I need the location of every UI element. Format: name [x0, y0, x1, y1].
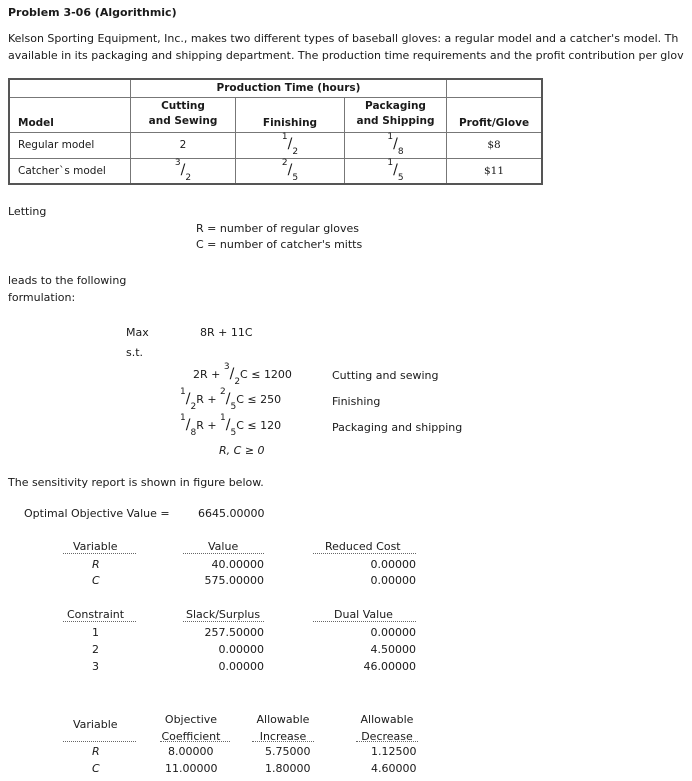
var-row-value: 40.00000 — [211, 558, 264, 571]
divider — [313, 621, 416, 622]
var-row-name: R — [92, 558, 100, 571]
fraction: $^1/_8$ — [387, 132, 404, 158]
con-row-dual: 4.50000 — [370, 643, 416, 656]
con-row-slack: 0.00000 — [218, 643, 264, 656]
var-row-reduced: 0.00000 — [370, 558, 416, 571]
var-header-reduced: Reduced Cost — [325, 540, 401, 553]
divider — [183, 553, 264, 554]
range-header-obj: Objective Coefficient — [161, 713, 221, 743]
con-row-dual: 46.00000 — [363, 660, 416, 673]
table-row: Regular model 2 $^1/_2$ $^1/_8$ $8 — [9, 132, 542, 158]
optimal-label: Optimal Objective Value = — [24, 507, 170, 520]
range-row-inc: 5.75000 — [265, 745, 311, 758]
range-row-obj: 11.00000 — [165, 762, 218, 775]
divider — [63, 621, 136, 622]
st-label: s.t. — [126, 346, 144, 359]
nonnegativity: R, C ≥ 0 — [219, 444, 265, 457]
con-row-dual: 0.00000 — [370, 626, 416, 639]
sensitivity-intro: The sensitivity report is shown in figure below. — [8, 476, 264, 489]
divider — [356, 741, 418, 742]
var-header-value: Value — [208, 540, 239, 553]
con-header-dual: Dual Value — [334, 608, 393, 621]
constraint-1: $2R + ^3/_2C \le 1200$ — [193, 362, 292, 388]
constraint-3-label: Packaging and shipping — [332, 421, 463, 434]
problem-title: Problem 3-06 (Algorithmic) — [8, 6, 177, 19]
con-row-id: 2 — [92, 643, 99, 656]
constraint-2-label: Finishing — [332, 395, 381, 408]
col-packaging: Packaging and Shipping — [345, 97, 447, 132]
range-header-dec: Allowable Decrease — [360, 713, 414, 743]
fraction: $^1/_5$ — [387, 158, 404, 183]
objective: 8R + 11C — [200, 326, 253, 339]
col-model: Model — [9, 97, 131, 132]
table-row: Catcher`s model $^3/_2$ $^2/_5$ $^1/_5$ $11 — [9, 158, 542, 184]
constraint-1-label: Cutting and sewing — [332, 369, 439, 382]
divider — [252, 741, 314, 742]
leads-text: leads to the following formulation: — [8, 274, 127, 304]
divider — [313, 553, 416, 554]
group-header: Production Time (hours) — [131, 79, 447, 97]
divider — [63, 553, 136, 554]
divider — [160, 741, 230, 742]
letting-label: Letting — [8, 205, 47, 218]
con-row-id: 3 — [92, 660, 99, 673]
range-row-obj: 8.00000 — [168, 745, 214, 758]
con-row-slack: 0.00000 — [218, 660, 264, 673]
fraction: $^3/_2$ — [174, 158, 192, 183]
var-row-value: 575.00000 — [204, 574, 264, 587]
range-header-variable: Variable — [73, 718, 118, 731]
range-row-name: C — [92, 762, 100, 775]
col-finishing: Finishing — [236, 97, 345, 132]
production-table — [8, 78, 543, 185]
range-row-name: R — [92, 745, 100, 758]
divider — [63, 741, 136, 742]
var-header-variable: Variable — [73, 540, 118, 553]
con-header-constraint: Constraint — [67, 608, 125, 621]
col-cutting: Cutting and Sewing — [131, 97, 236, 132]
def-c: C = number of catcher's mitts — [196, 238, 363, 251]
constraint-2: $^1/_2R + ^2/_5C \le 250$ — [180, 387, 282, 413]
intro-paragraph — [8, 30, 692, 64]
constraint-3: $^1/_8R + ^1/_5C \le 120$ — [180, 413, 282, 439]
con-row-id: 1 — [92, 626, 99, 639]
fraction: $^1/_2$ — [281, 132, 299, 158]
range-header-inc: Allowable Increase — [256, 713, 310, 743]
con-row-slack: 257.50000 — [204, 626, 264, 639]
range-row-dec: 4.60000 — [371, 762, 417, 775]
range-row-inc: 1.80000 — [265, 762, 311, 775]
con-header-slack: Slack/Surplus — [186, 608, 261, 621]
optimal-value: 6645.00000 — [198, 507, 265, 520]
fraction: $^2/_5$ — [281, 158, 299, 183]
var-row-name: C — [92, 574, 100, 587]
divider — [183, 621, 264, 622]
intro-line-2: available in its packaging and shipping department. The production time requirements and the profit contribution per glov — [8, 49, 684, 62]
intro-line-1: Kelson Sporting Equipment, Inc., makes two different types of baseball gloves: a regular model and a catcher's model. Th — [8, 32, 679, 45]
range-row-dec: 1.12500 — [371, 745, 417, 758]
def-r: R = number of regular gloves — [196, 222, 359, 235]
var-row-reduced: 0.00000 — [370, 574, 416, 587]
col-profit: Profit/Glove — [447, 97, 543, 132]
max-label: Max — [126, 326, 149, 339]
